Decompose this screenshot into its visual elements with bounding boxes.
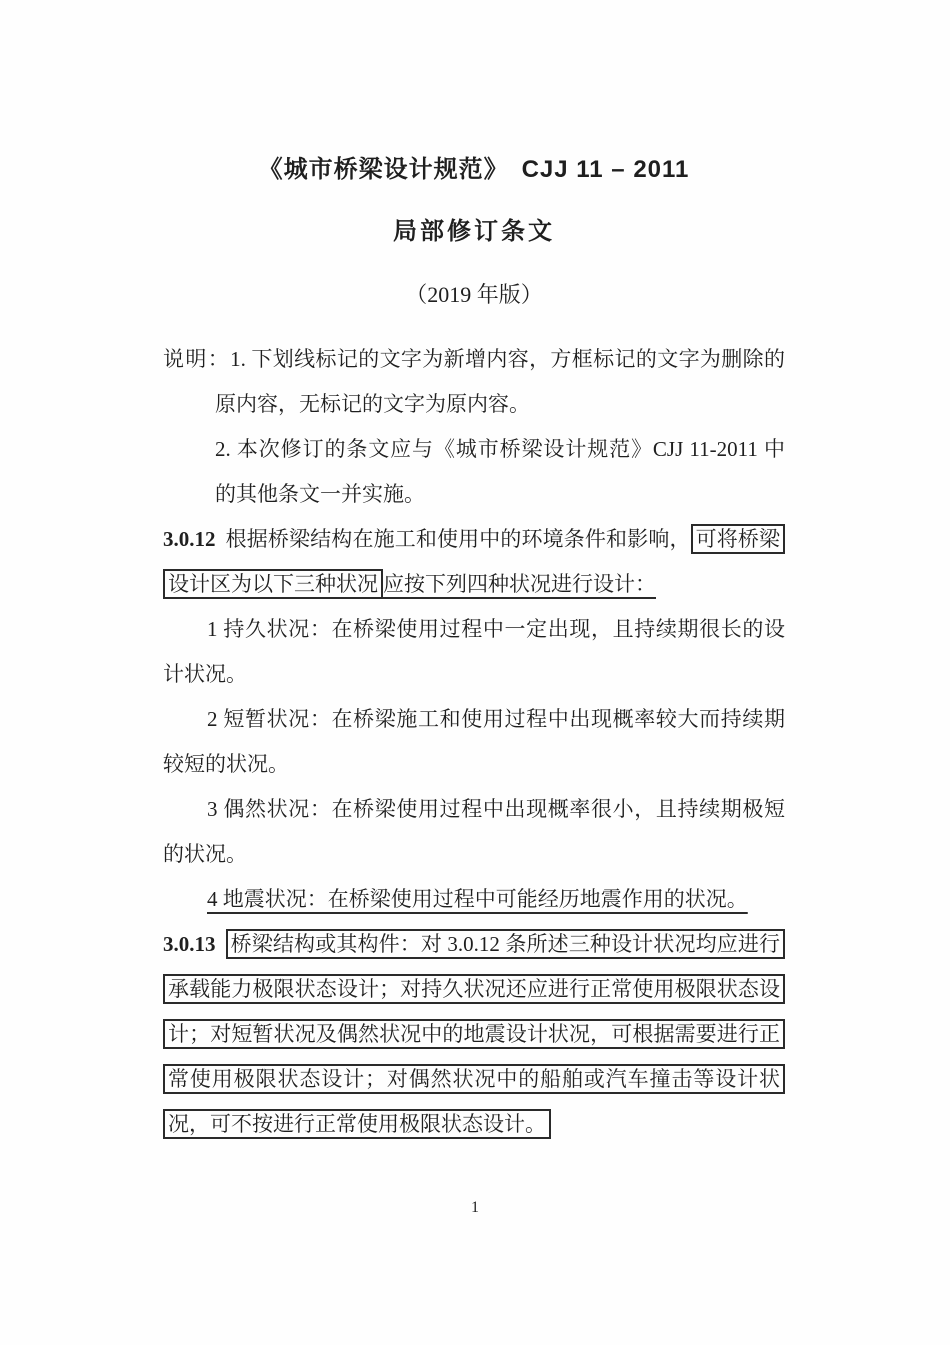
- original-text: 1. 下划线标记的文字为新增内容，方框标记的文字为删除的原内容，无标记的文字为原内容。: [215, 347, 786, 416]
- original-text: 2. 本次修订的条文应与《城市桥梁设计规范》CJJ 11-2011 中的其他条文一并实施。: [215, 437, 785, 506]
- original-text: 根据桥梁结构在施工和使用中的环境条件和影响，: [225, 527, 691, 551]
- note-label: 说明：: [163, 347, 231, 371]
- added-underlined-text: 4 地震状况：在桥梁使用过程中可能经历地震作用的状况。: [207, 887, 748, 911]
- original-text: 2 短暂状况：在桥梁施工和使用过程中出现概率较大而持续期较短的状况。: [163, 707, 785, 776]
- clause-item-paragraph: [163, 697, 785, 787]
- document-content: [163, 0, 785, 1147]
- original-text: 1 持久状况：在桥梁使用过程中一定出现，且持续期很长的设计状况。: [163, 617, 785, 686]
- note-paragraph: [163, 337, 785, 427]
- clause-item-paragraph: [163, 607, 785, 697]
- edition-line: （2019 年版）: [405, 282, 543, 307]
- clause-paragraph: [163, 922, 785, 1147]
- notes-section: [163, 337, 785, 517]
- clause-item-paragraph: [163, 877, 785, 922]
- deleted-text-box: 桥梁结构或其构件：对 3.0.12 条所述三种设计状况均应进行承载能力极限状态设计；对持久状况还应进行正常使用极限状态设计；对短暂状况及偶然状况中的地震设计状况，可根据需要进行正常使用极限状态设计；对偶然状况中的船舶或汽车撞击等设计状况，可不按进行正常使用极限状态设计。: [163, 929, 785, 1139]
- clause-paragraph: [163, 517, 785, 607]
- document-subtitle: 局部修订条文: [393, 218, 555, 245]
- page-number: 1: [471, 1199, 479, 1216]
- deleted-text-box: 可将桥梁设计区为以下三种状况: [163, 524, 785, 599]
- clause-item-paragraph: [163, 787, 785, 877]
- document-body: [163, 337, 785, 1147]
- clause-number: 3.0.12: [163, 527, 216, 551]
- clause-number: 3.0.13: [163, 932, 216, 956]
- document-title: 《城市桥梁设计规范》 CJJ 11 – 2011: [258, 156, 690, 183]
- original-text: 3 偶然状况：在桥梁使用过程中出现概率很小，且持续期极短的状况。: [163, 797, 785, 866]
- clauses-section: [163, 517, 785, 1147]
- added-underlined-text: 应按下列四种状况进行设计：: [383, 572, 656, 596]
- note-paragraph: [163, 427, 785, 517]
